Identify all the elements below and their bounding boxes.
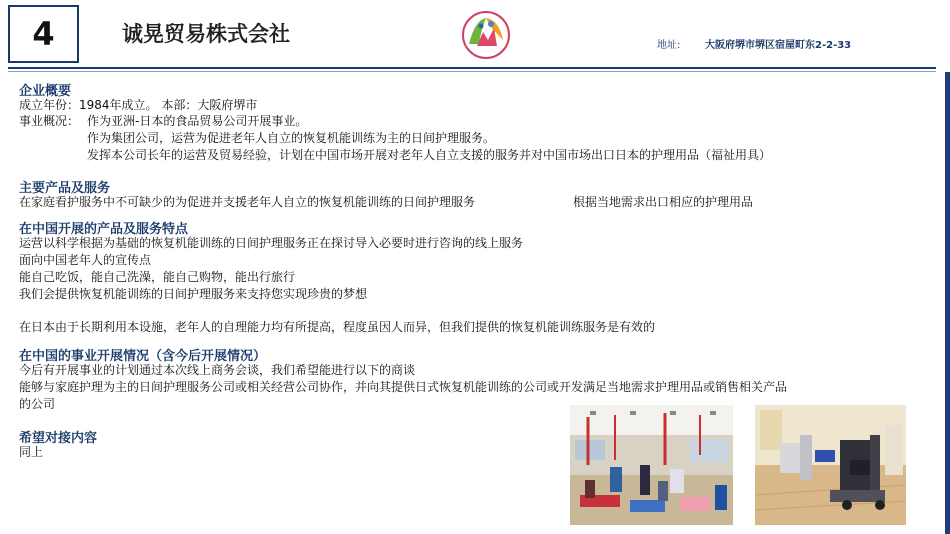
- address-value: 大阪府堺市堺区宿屋町东2-2-33: [705, 40, 852, 51]
- china-business-heading: 在中国的事业开展情况（含今后开展情况）: [19, 349, 267, 364]
- equipment-photo: [755, 405, 906, 525]
- company-logo-icon: [461, 10, 511, 60]
- china-features-heading: 在中国开展的产品及服务特点: [19, 222, 189, 237]
- china-features-line2: 面向中国老年人的宣传点: [19, 253, 152, 267]
- products-line1-right: 根据当地需求出口相应的护理用品: [573, 195, 754, 209]
- header-rule: [8, 67, 936, 69]
- china-features-line4: 我们会提供恢复机能训练的日间护理服务来支持您实现珍贵的梦想: [19, 287, 368, 301]
- overview-heading: 企业概要: [19, 84, 72, 99]
- china-features-line5: 在日本由于长期利用本设施，老年人的自理能力均有所提高，程度虽因人而异，但我们提供的恢复机能训练服务是有效的: [19, 320, 656, 334]
- products-line1: 在家庭看护服务中不可缺少的为促进并支援老年人自立的恢复机能训练的日间护理服务: [19, 195, 476, 209]
- company-name: 诚晃贸易株式会社: [122, 22, 290, 46]
- right-accent-bar: [945, 72, 950, 534]
- address-label: 地址:: [657, 40, 681, 51]
- header-rule-thin: [8, 71, 936, 72]
- hope-line1: 同上: [19, 445, 44, 459]
- overview-business-line3: 发挥本公司长年的运营及贸易经验，计划在中国市场开展对老年人自立支援的服务并对中国市场出口日本的护理用品（福祉用具）: [87, 148, 772, 162]
- page-number-box: [8, 5, 79, 63]
- china-business-line2: 能够与家庭护理为主的日间护理服务公司或相关经营公司协作，并向其提供日式恢复机能训练的公司或开发满足当地需求护理用品或销售相关产品: [19, 380, 788, 394]
- china-features-line3: 能自己吃饭，能自己洗澡，能自己购物，能出行旅行: [19, 270, 296, 284]
- overview-business-label: 事业概况：: [19, 114, 80, 128]
- overview-business-line2: 作为集团公司，运营为促进老年人自立的恢复机能训练为主的日间护理服务。: [87, 131, 496, 145]
- china-business-line3: 的公司: [19, 397, 56, 411]
- hope-heading: 希望对接内容: [19, 431, 98, 446]
- training-room-photo: [570, 405, 733, 525]
- products-heading: 主要产品及服务: [19, 181, 111, 196]
- china-features-line1: 运营以科学根据为基础的恢复机能训练的日间护理服务正在探讨导入必要时进行咨询的线上服务: [19, 236, 524, 250]
- china-business-line1: 今后有开展事业的计划通过本次线上商务会谈，我们希望能进行以下的商谈: [19, 363, 416, 377]
- overview-business-line1: 作为亚洲-日本的食品贸易公司开展事业。: [87, 114, 308, 128]
- page-number: 4: [32, 15, 55, 53]
- overview-founded: 成立年份：1984年成立。 本部：大阪府堺市: [19, 98, 258, 112]
